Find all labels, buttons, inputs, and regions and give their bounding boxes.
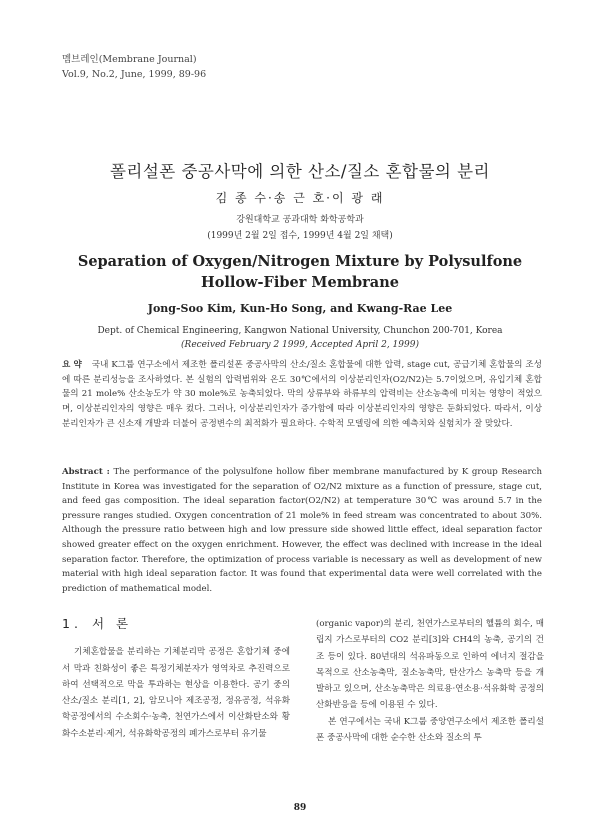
abstract-english-text: The performance of the polysulfone hollow fiber membrane manufactured by K group Research Institute in Korea was investigated for the separation of O2/N2 mixture as a function of pressure, stage cut, and feed gas composition. The ideal separation factor(O2/N2) at temperature 30℃ was around 5.7 in the pressure ranges studied. Oxygen concentration of 21 mole% in feed stream was concentrated to about 30%. Although the pressure ratio between high and low pressure side showed little effect, ideal separation factor showed greater effect on the oxygen enrichment. However, the effect was declined with increase in the ideal separation factor. Therefore, the optimization of process variable is necessary as well as development of new material with high ideal separation factor. It was found that experimental data were well correlated with the prediction of mathematical model. — [62, 467, 543, 594]
page-number: 89 — [293, 803, 307, 813]
title-english — [0, 251, 600, 293]
body-column-left — [62, 616, 290, 742]
abstract-korean — [62, 358, 542, 432]
authors-korean: 김 종 수·송 근 호·이 광 래 — [215, 191, 385, 205]
journal-header — [62, 52, 206, 82]
affiliation-korean: 강원대학교 공과대학 화학공학과 — [236, 215, 364, 225]
body-column-right — [316, 616, 544, 746]
section-title: 서 론 — [91, 616, 133, 631]
body-paragraph: 본 연구에서는 국내 K그룹 중앙연구소에서 제조한 폴리설폰 중공사막에 대한 순수한 산소와 질소의 투 — [316, 716, 544, 744]
journal-volume: Vol.9, No.2, June, 1999, 89-96 — [62, 69, 207, 80]
section-number: 1. — [62, 616, 82, 631]
abstract-korean-label: 요 약 — [62, 360, 82, 370]
authors-english: Jong-Soo Kim, Kun-Ho Song, and Kwang-Rae Lee — [147, 302, 453, 315]
title-english-line1: Separation of Oxygen/Nitrogen Mixture by Polysulfone — [77, 253, 523, 270]
journal-name: 멤브레인(Membrane Journal) — [62, 54, 197, 65]
body-paragraph: 기체혼합물을 분리하는 기체분리막 공정은 혼합기체 중에서 막과 친화성이 좋은 특정기체분자가 영역차로 추진력으로 하여 선택적으로 막을 투과하는 현상을 이용한다. 공기 중의 산소/질소 분리[1, 2], 암모니아 제조공정, 정유공정, 석유화학공정에서의 수소회수·농축, 천연가스에서 이산화탄소와 황화수소분리·제거, 석유화학공정의 폐가스로부터 유기물 — [62, 647, 290, 739]
title-english-line2: Hollow-Fiber Membrane — [201, 274, 399, 291]
affiliation-english: Dept. of Chemical Engineering, Kangwon National University, Chunchon 200-701, Korea — [97, 326, 503, 336]
body-paragraph-continued: (organic vapor)의 분리, 천연가스로부터의 헬륨의 회수, 매립지 가스로부터의 CO2 분리[3]와 CH4의 농축, 공기의 건조 등이 있다. 80년대의 석유파동으로 인하여 에너지 절감을 목적으로 산소농축막, 질소농축막, 탄산가스 농축막 등을 개발하고 있으며, 산소농축막은 의료용·연소용·석유화학 공정의 산화반응을 등에 이용된 수 있다. — [316, 619, 544, 711]
dates-english: (Received February 2 1999, Accepted April 2, 1999) — [181, 340, 419, 350]
section-heading-introduction — [62, 616, 290, 632]
abstract-english — [62, 465, 542, 596]
dates-korean: (1999년 2월 2일 접수, 1999년 4월 2일 채택) — [207, 231, 393, 241]
abstract-english-label: Abstract : — [62, 467, 110, 477]
abstract-korean-text: 국내 K그룹 연구소에서 제조한 폴리설폰 중공사막의 산소/질소 혼합물에 대한 압력, stage cut, 공급기체 혼합물의 조성에 따른 분리성능을 조사하였다. 본 실험의 압력범위와 온도 30℃에서의 이상분리인자(O2/N2)는 5.7이었으며, 유입기체 혼합물의 21 mole% 산소농도가 약 30 mole%로 농축되었다. 막의 상류부와 하류부의 압력비는 산소농축에 미치는 영향이 적었으며, 이상분리인자의 영향은 매우 컸다. 그러나, 이상분리인자가 증가함에 따라 이상분리인자의 영향은 둔화되었다. 따라서, 이상분리인자가 큰 신소재 개발과 더불어 공정변수의 최적화가 필요하다. 수학적 모델링에 의한 예측치와 실험치가 잘 맞았다. — [62, 360, 542, 429]
affiliation-korean-block — [0, 212, 600, 244]
title-korean: 폴리설폰 중공사막에 의한 산소/질소 혼합물의 분리 — [109, 162, 490, 181]
affiliation-english-block — [0, 324, 600, 352]
